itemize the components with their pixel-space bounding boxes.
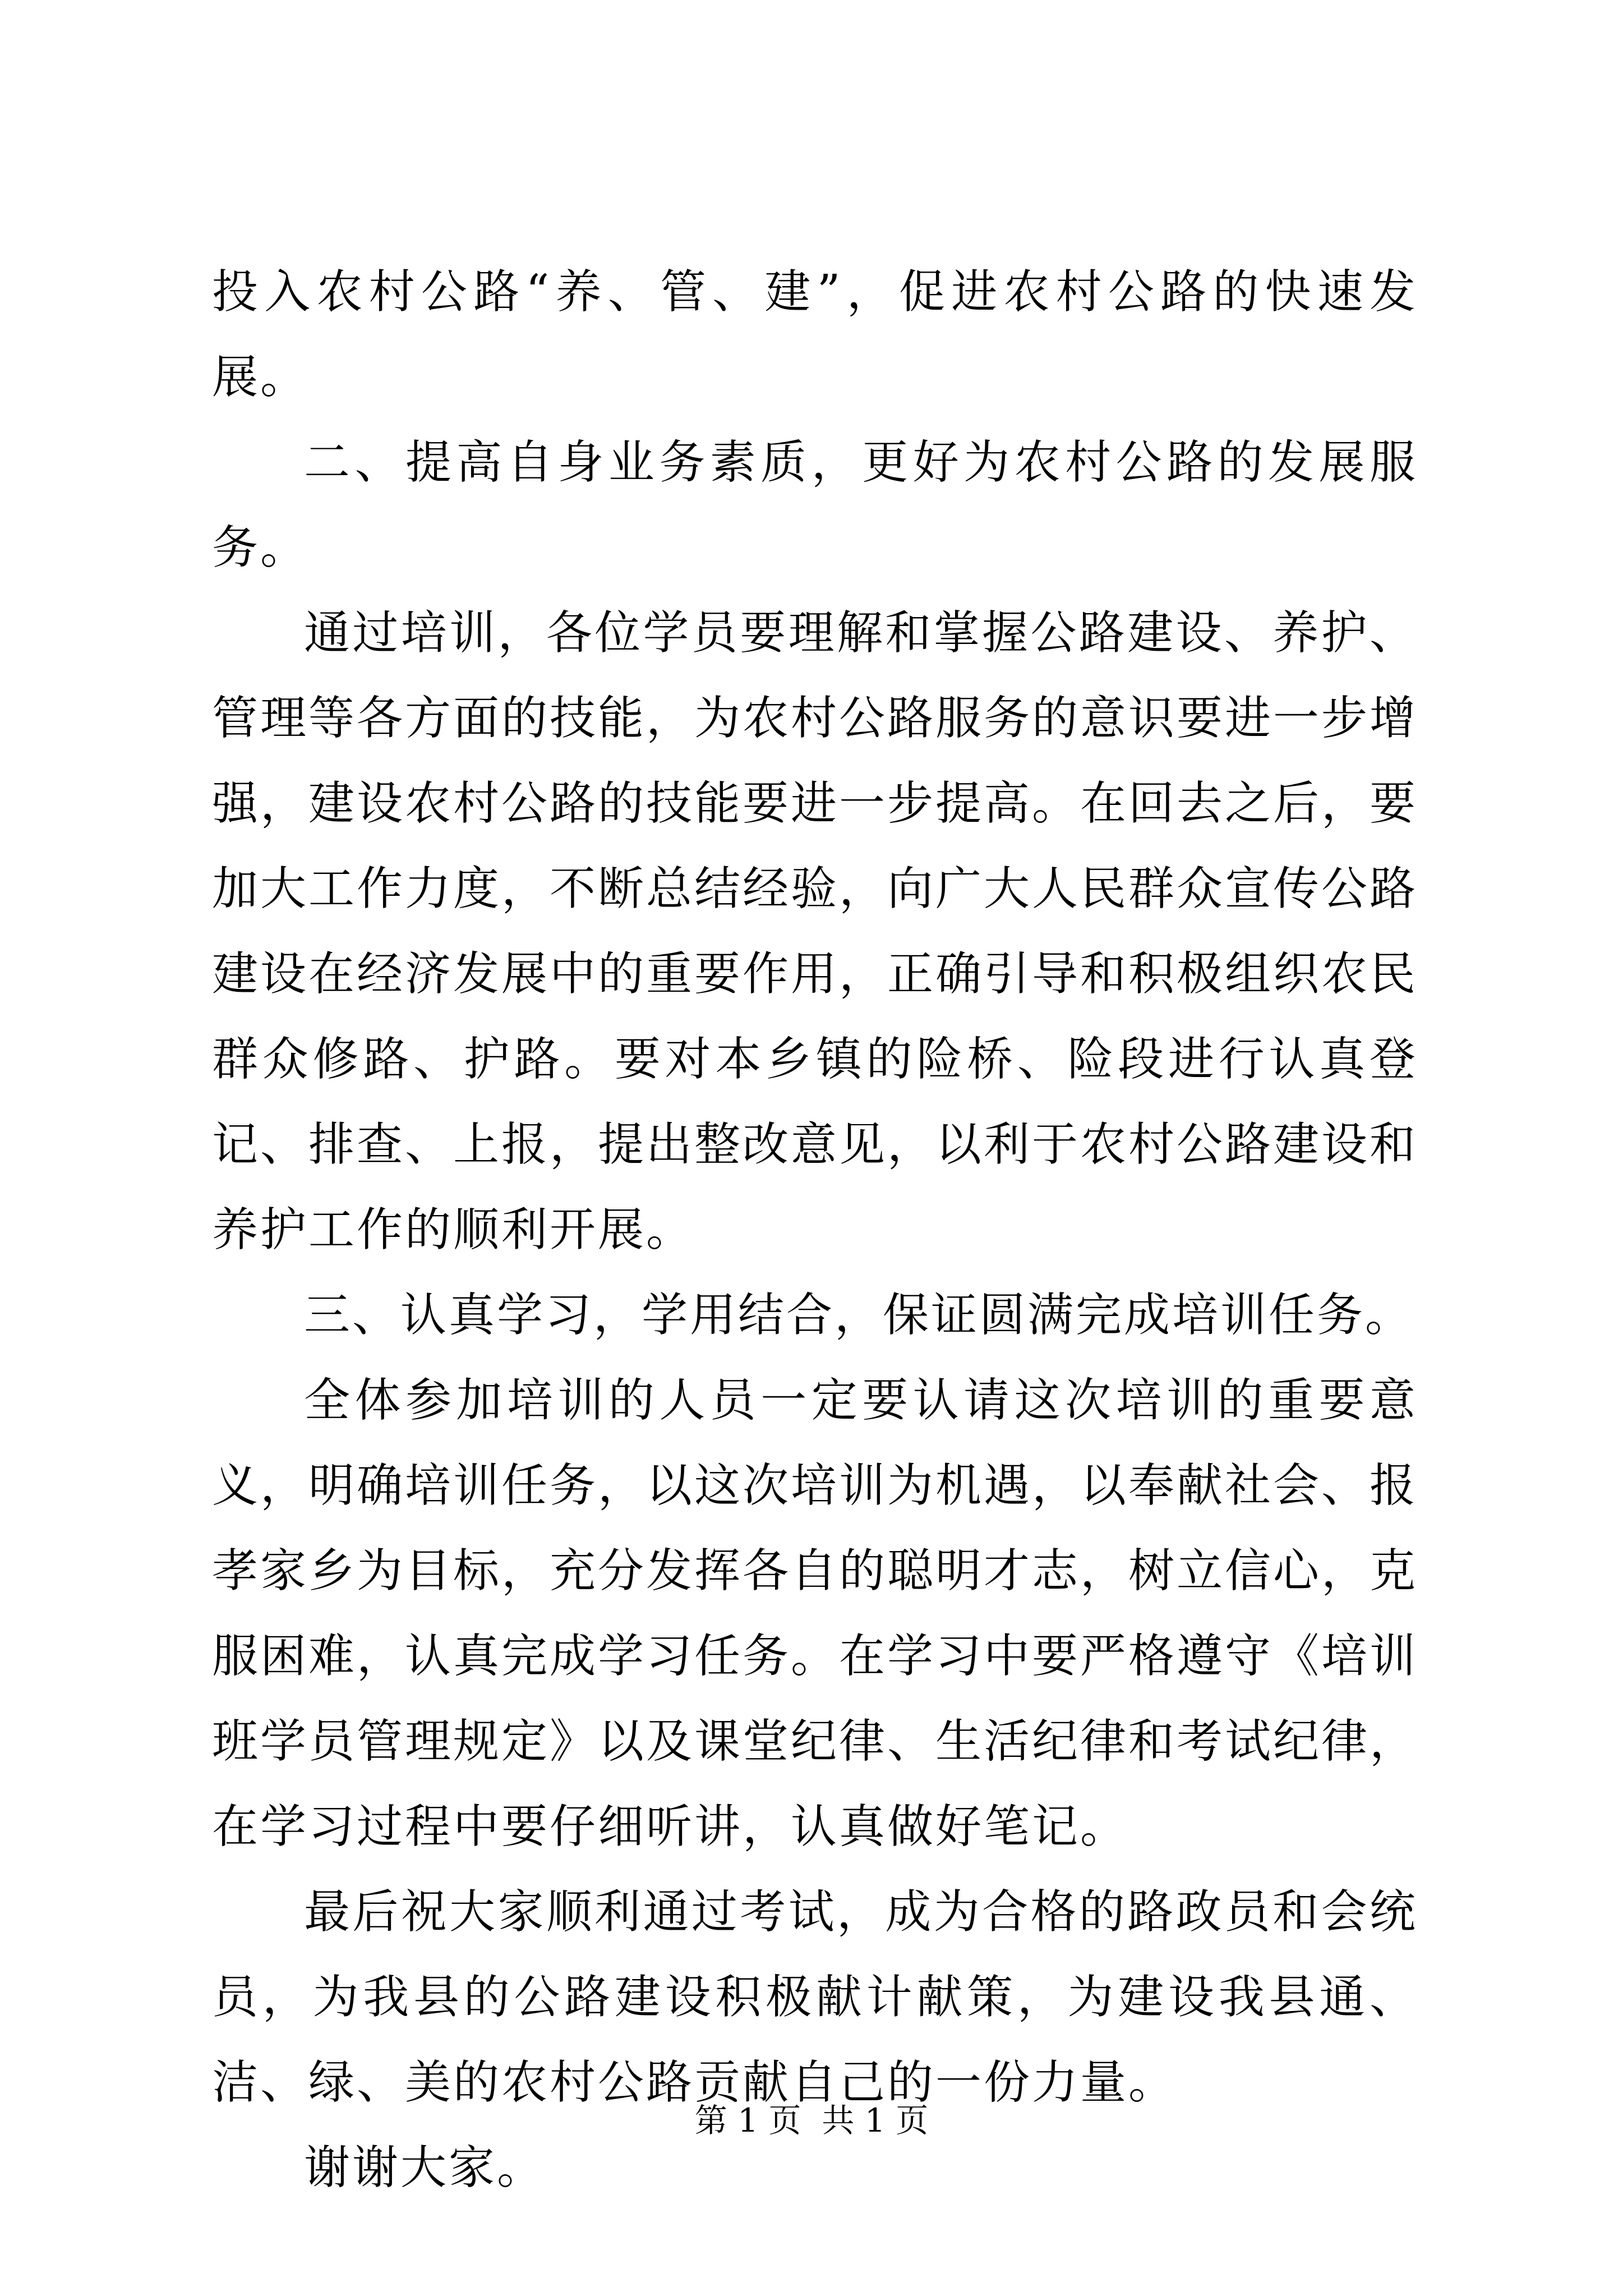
section-heading-2: 二、提高自身业务素质，更好为农村公路的发展服务。 xyxy=(212,436,1418,574)
closing-thanks: 谢谢大家。 xyxy=(304,2141,546,2194)
paragraph-6: 最后祝大家顺利通过考试，成为合格的路政员和会统员，为我县的公路建设积极献计献策，为建设我县通、洁、绿、美的农村公路贡献自己的一份力量。 xyxy=(212,1885,1418,2109)
paragraph-5: 全体参加培训的人员一定要认请这次培训的重要意义，明确培训任务，以这次培训为机遇，以奉献社会、报孝家乡为目标，充分发挥各自的聪明才志，树立信心，克服困难，认真完成学习任务。在学习中要严格遵守《培训班学员管理规定》以及课堂纪律、生活纪律和考试纪律，在学习过程中要仔细听讲，认真做好笔记。 xyxy=(212,1374,1418,1853)
section-heading-3: 三、认真学习，学用结合，保证圆满完成培训任务。 xyxy=(304,1289,1414,1342)
page-footer xyxy=(0,2098,1623,2143)
paragraph-1: 投入农村公路“养、管、建”，促进农村公路的快速发展。 xyxy=(212,265,1418,404)
paragraph-3: 通过培训，各位学员要理解和掌握公路建设、养护、管理等各方面的技能，为农村公路服务的意识要进一步增强，建设农村公路的技能要进一步提高。在回去之后，要加大工作力度，不断总结经验，向广大人民群众宣传公路建设在经济发展中的重要作用，正确引导和积极组织农民群众修路、护路。要对本乡镇的险桥、险段进行认真登记、排查、上报，提出整改意见，以利于农村公路建设和养护工作的顺利开展。 xyxy=(212,606,1418,1257)
document-body xyxy=(212,250,1418,2211)
page-number-label: 第 1 页 共 1 页 xyxy=(694,2101,929,2139)
